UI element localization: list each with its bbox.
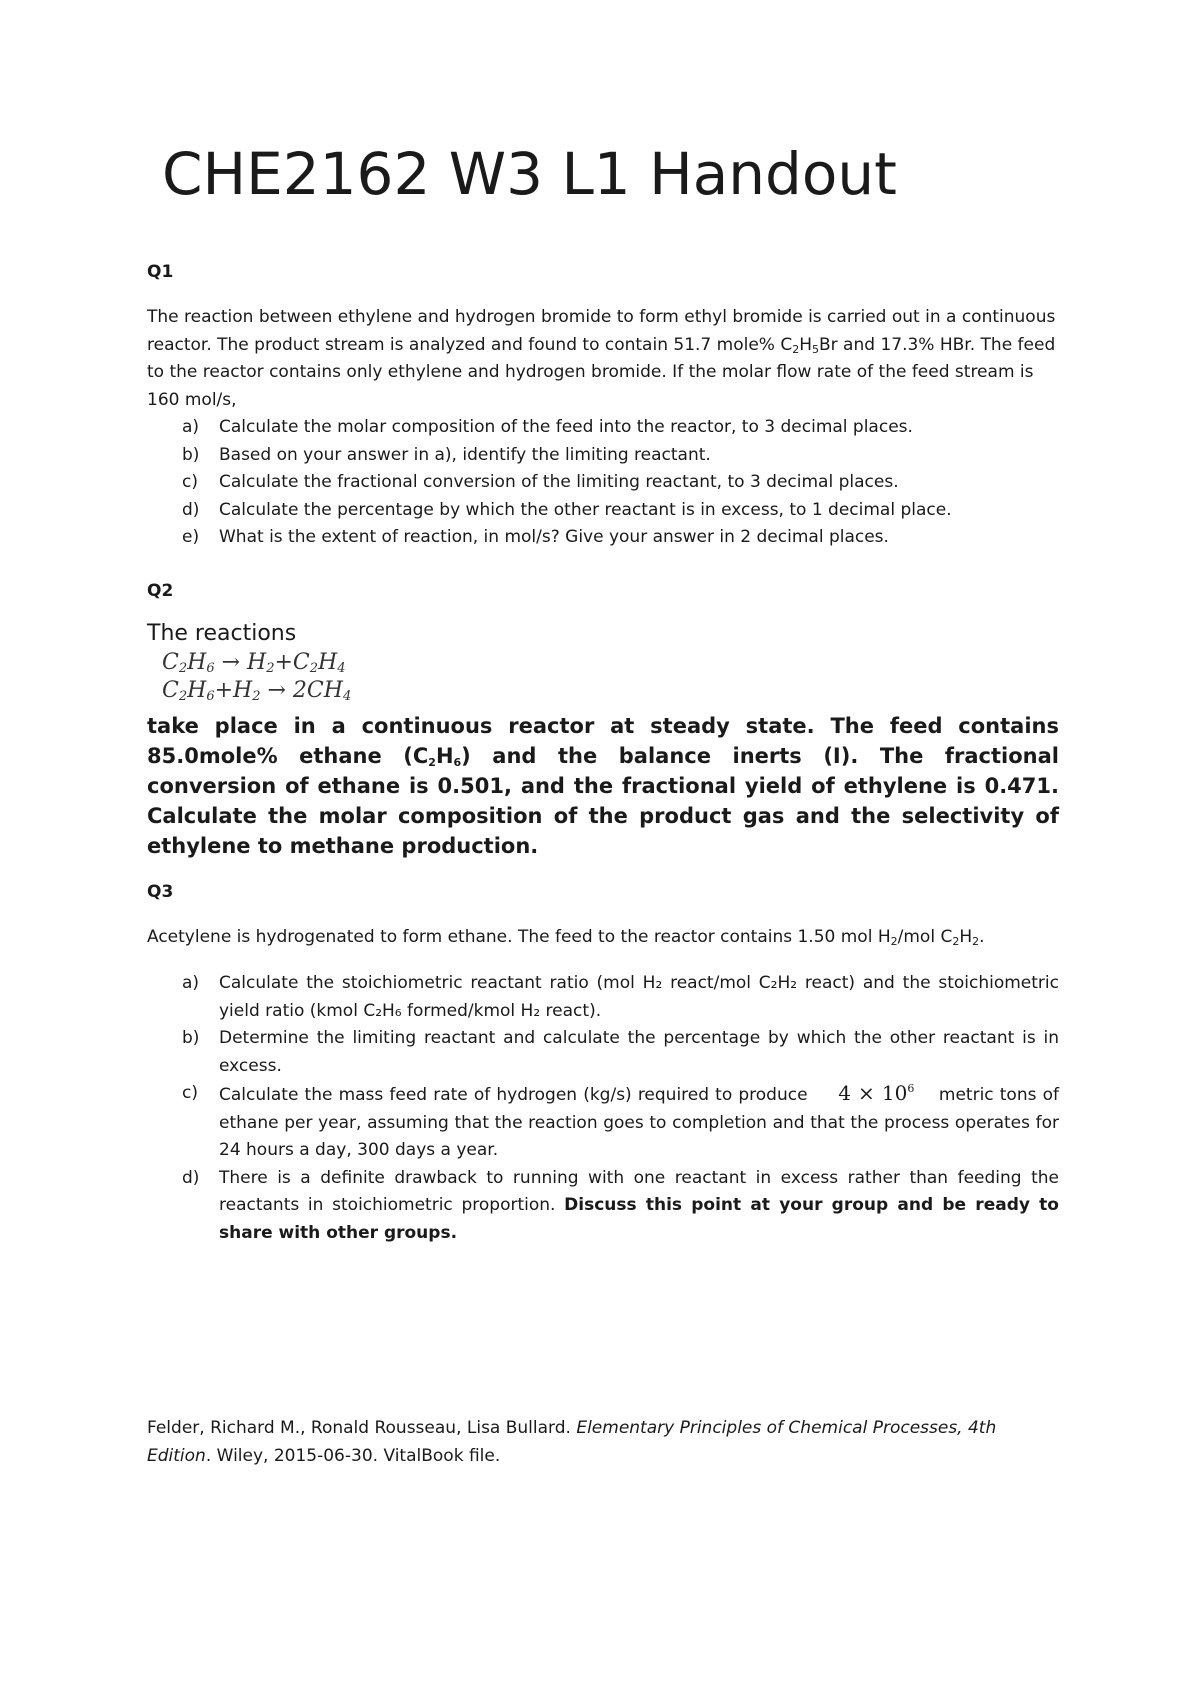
- list-item: b) Determine the limiting reactant and calculate the percentage by which the other reactant is in excess.: [182, 1028, 1059, 1076]
- q3-label: Q3: [147, 882, 174, 902]
- q3-intro: Acetylene is hydrogenated to form ethane. The feed to the reactor contains 1.50 mol $H_2$/mol $C_2H_2$.: [147, 927, 985, 948]
- reaction-equation-2: $C_2H_6+H_2 \to 2CH_4$: [162, 678, 352, 704]
- list-item: d) Calculate the percentage by which the other reactant is in excess, to 1 decimal place.: [182, 499, 952, 520]
- production-rate-expression: $4 \times 10^6$: [838, 1081, 915, 1105]
- reaction-equation-1: $C_2H_6 \to H_2+C_2H_4$: [162, 650, 346, 676]
- list-item: d) There is a definite drawback to running with one reactant in excess rather than feeding the reactants in stoichiometric proportion. Discuss this point at your group and be ready to share with other groups.: [182, 1167, 1059, 1243]
- q2-body: take place in a continuous reactor at steady state. The feed contains 85.0mole% ethane $(C_2H_6)$ and the balance inerts (I). The fractional conversion of ethane is 0.501, and the fractional yield of ethylene is 0.471. Calculate the molar composition of the product gas and the selectivity of ethylene to methane production.: [147, 714, 1059, 858]
- list-item: b) Based on your answer in a), identify the limiting reactant.: [182, 444, 711, 465]
- q2-heading: The reactions: [147, 621, 297, 646]
- list-item: c) Calculate the fractional conversion of the limiting reactant, to 3 decimal places.: [182, 472, 899, 492]
- q1-label: Q1: [147, 262, 174, 282]
- list-item: e) What is the extent of reaction, in mol/s? Give your answer in 2 decimal places.: [182, 527, 889, 547]
- q1-intro: The reaction between ethylene and hydrogen bromide to form ethyl bromide is carried out in a continuous reactor. The product stream is analyzed and found to contain 51.7 mole% $C_2H_5Br$ and 17.3% HBr. The feed to the reactor contains only ethylene and hydrogen bromide. If the molar flow rate of the feed stream is 160 mol/s,: [147, 307, 1056, 410]
- reference-citation: Felder, Richard M., Ronald Rousseau, Lisa Bullard. Elementary Principles of Chemical Processes, 4th Edition. Wiley, 2015-06-30. VitalBook file.: [147, 1418, 997, 1466]
- q2-label: Q2: [147, 581, 174, 601]
- list-item: a) Calculate the molar composition of the feed into the reactor, to 3 decimal places.: [182, 417, 913, 437]
- page-title: CHE2162 W3 L1 Handout: [162, 140, 897, 208]
- list-item: c) Calculate the mass feed rate of hydrogen (kg/s) required to produce $4 \times 10^6$ metric tons of ethane per year, assuming that the reaction goes to completion and that the process operates for 24 hours a day, 300 days a year.: [182, 1081, 1059, 1160]
- q1-question-list: [147, 414, 1059, 552]
- q3-question-list: [147, 970, 1059, 1247]
- list-item: a) Calculate the stoichiometric reactant ratio (mol H₂ react/mol C₂H₂ react) and the stoichiometric yield ratio (kmol C₂H₆ formed/kmol H₂ react).: [182, 973, 1059, 1021]
